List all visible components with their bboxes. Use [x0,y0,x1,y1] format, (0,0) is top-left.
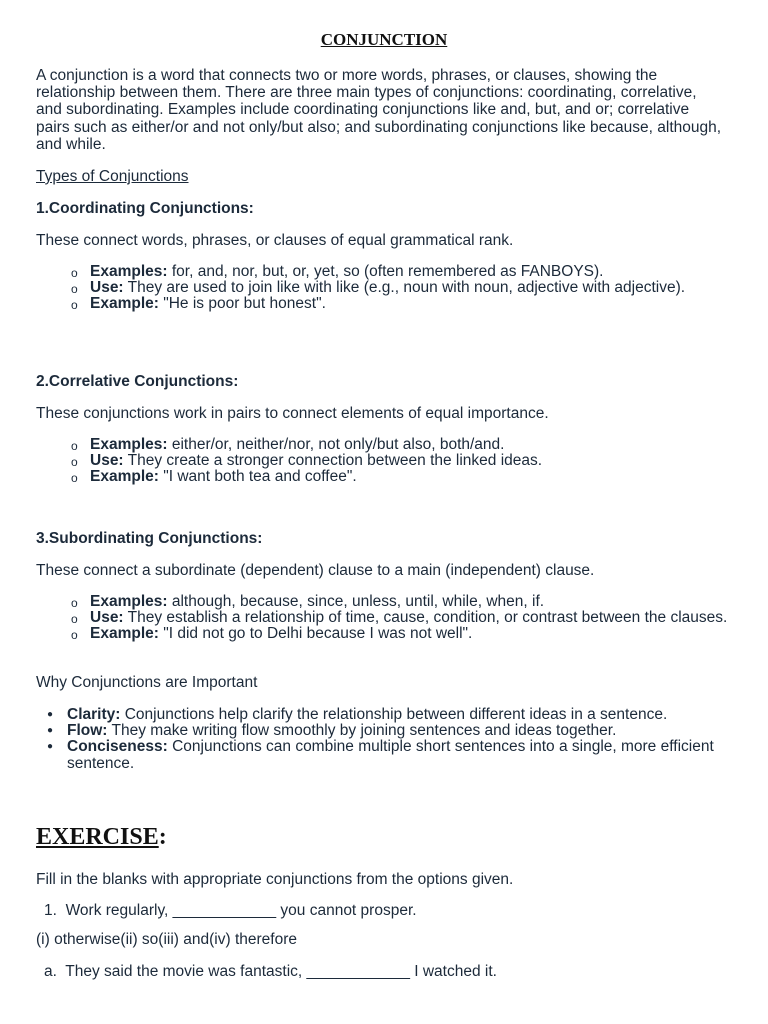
question-text: They said the movie was fantastic, ____________ I watched it. [65,963,497,980]
item-label: Conciseness: [67,738,168,756]
list-item [90,594,740,610]
section-heading-subordinating: 3.Subordinating Conjunctions: [36,530,263,547]
item-text: They establish a relationship of time, cause, condition, or contrast between the clauses. [123,609,728,627]
question-1-options: (i) otherwise(ii) so(iii) and(iv) therefore [36,931,297,948]
list-item [67,707,737,723]
list-item [90,280,740,296]
item-label: Examples: [90,593,168,610]
list-item [67,739,737,771]
question-letter: a. [44,963,57,980]
item-text: Conjunctions can combine multiple short sentences into a single, more efficient sentence. [67,738,714,772]
item-label: Example: [90,625,159,643]
coordinating-list [90,264,740,313]
item-text: either/or, neither/nor, not only/but also, both/and. [167,436,505,453]
list-item [90,453,740,469]
page-title: CONJUNCTION [320,30,448,49]
intro-paragraph: A conjunction is a word that connects two or more words, phrases, or clauses, showing the relationship between them. There are three main types of conjunctions: coordinating, correlative, and subordinating. Examples include coordinating conjunctions like and, but, and or; correlative pairs such as either/or and not only/but also; and subordinating conjunctions like because, although, and while. [36,67,722,153]
list-item [90,469,740,485]
subordinating-list [90,594,740,643]
section-desc-correlative: These conjunctions work in pairs to connect elements of equal importance. [36,405,549,422]
list-item [90,264,740,280]
item-text: "I want both tea and coffee". [158,468,357,486]
list-item [90,437,740,453]
list-item [90,610,740,626]
item-label: Example: [90,468,159,486]
list-item [90,626,740,642]
question-1 [44,902,417,920]
exercise-heading [36,824,167,851]
item-label: Use: [90,279,124,297]
exercise-colon: : [158,824,167,850]
exercise-instruction: Fill in the blanks with appropriate conjunctions from the options given. [36,871,514,888]
item-text: "He is poor but honest". [158,295,326,313]
item-text: They are used to join like with like (e.g., noun with noun, adjective with adjective). [123,279,686,297]
item-text: "I did not go to Delhi because I was not well". [158,625,473,643]
item-label: Examples: [90,263,168,280]
item-text: although, because, since, unless, until, while, when, if. [167,593,545,610]
item-label: Flow: [67,722,108,740]
types-heading: Types of Conjunctions [36,168,189,185]
item-label: Use: [90,452,124,470]
section-heading-correlative: 2.Correlative Conjunctions: [36,373,239,390]
question-text: Work regularly, ____________ you cannot prosper. [65,902,417,919]
list-item [67,723,737,739]
exercise-title: EXERCISE [36,824,159,850]
why-list [67,707,737,772]
section-heading-coordinating: 1.Coordinating Conjunctions: [36,200,254,217]
question-number: 1. [44,902,57,919]
item-label: Examples: [90,436,168,453]
item-label: Example: [90,295,159,313]
why-heading: Why Conjunctions are Important [36,674,258,691]
item-text: They create a stronger connection between the linked ideas. [123,452,543,470]
section-desc-subordinating: These connect a subordinate (dependent) clause to a main (independent) clause. [36,562,595,579]
item-label: Use: [90,609,124,627]
item-label: Clarity: [67,706,121,723]
item-text: Conjunctions help clarify the relationship between different ideas in a sentence. [120,706,668,723]
item-text: They make writing flow smoothly by joining sentences and ideas together. [107,722,617,740]
section-desc-coordinating: These connect words, phrases, or clauses of equal grammatical rank. [36,232,514,249]
correlative-list [90,437,740,486]
item-text: for, and, nor, but, or, yet, so (often remembered as FANBOYS). [167,263,604,280]
question-a [44,963,497,981]
list-item [90,296,740,312]
